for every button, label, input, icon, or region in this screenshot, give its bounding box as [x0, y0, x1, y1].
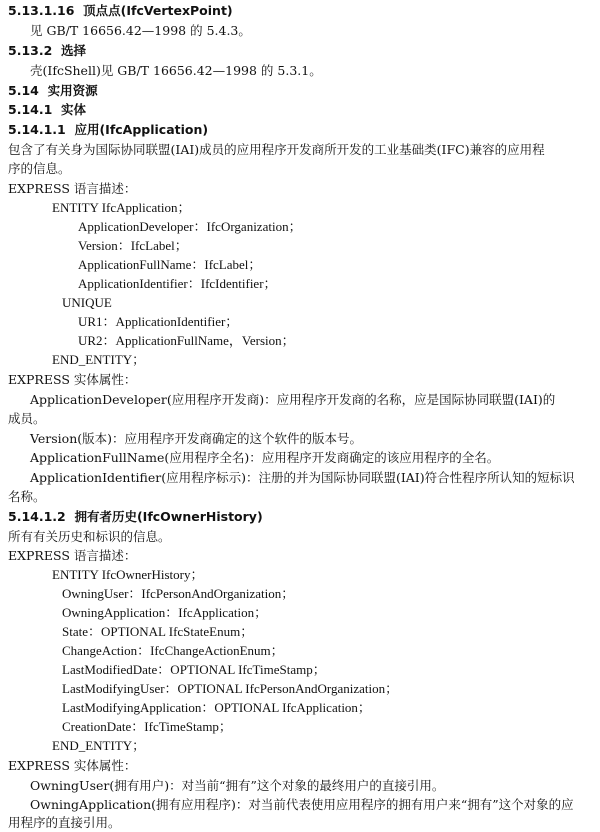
section-5-13-1-16-reference: 见 GB/T 16656.42—1998 的 5.4.3。	[30, 23, 251, 38]
section-5-14-1-1-heading	[8, 121, 208, 139]
code-line: END_ENTITY；	[52, 738, 146, 753]
section-5-14-1-heading	[8, 101, 86, 119]
code-line: State：OPTIONAL IfcStateEnum；	[62, 624, 254, 639]
code-line: ENTITY IfcOwnerHistory；	[52, 567, 204, 582]
section-number: 5.14	[8, 83, 39, 98]
code-line: OwningUser：IfcPersonAndOrganization；	[62, 586, 295, 601]
section-title: 实用资源	[47, 83, 98, 98]
attribute-line: 名称。	[8, 489, 46, 504]
code-line: UR2：ApplicationFullName，Version；	[78, 333, 295, 348]
attribute-line: OwningUser(拥有用户)：对当前“拥有”这个对象的最终用户的直接引用。	[30, 778, 445, 793]
express-description-label: EXPRESS 语言描述：	[8, 181, 137, 196]
section-5-13-2-reference: 壳(IfcShell)见 GB/T 16656.42—1998 的 5.3.1。	[30, 63, 322, 78]
section-number: 5.14.1.1	[8, 122, 66, 137]
code-line: ApplicationIdentifier：IfcIdentifier；	[78, 276, 277, 291]
section-number: 5.13.2	[8, 43, 53, 58]
express-attributes-label: EXPRESS 实体属性：	[8, 372, 137, 387]
code-line: CreationDate：IfcTimeStamp；	[62, 719, 232, 734]
section-title: 应用(IfcApplication)	[74, 122, 209, 137]
section-5-14-1-2-heading	[8, 508, 263, 526]
code-line: LastModifyingApplication：OPTIONAL IfcApplication；	[62, 700, 371, 715]
section-title: 顶点点(IfcVertexPoint)	[83, 3, 233, 18]
attribute-line: 成员。	[8, 411, 46, 426]
code-line: OwningApplication：IfcApplication；	[62, 605, 268, 620]
code-line: ApplicationFullName：IfcLabel；	[78, 257, 262, 272]
code-line: END_ENTITY；	[52, 352, 146, 367]
code-line: ChangeAction：IfcChangeActionEnum；	[62, 643, 284, 658]
ifcapplication-description-line: 序的信息。	[8, 161, 71, 176]
code-line: LastModifyingUser：OPTIONAL IfcPersonAndOrganization；	[62, 681, 399, 696]
section-title: 实体	[61, 102, 87, 117]
section-5-13-1-16-heading	[8, 2, 233, 20]
code-line: LastModifiedDate：OPTIONAL IfcTimeStamp；	[62, 662, 326, 677]
attribute-line: ApplicationDeveloper(应用程序开发商)：应用程序开发商的名称，应是国际协同联盟(IAI)的	[30, 392, 556, 407]
code-line: ApplicationDeveloper：IfcOrganization；	[78, 219, 302, 234]
express-description-label: EXPRESS 语言描述：	[8, 548, 137, 563]
attribute-line: ApplicationIdentifier(应用程序标示)：注册的并为国际协同联盟(IAI)符合性程序所认知的短标识	[30, 470, 575, 485]
section-number: 5.14.1.2	[8, 509, 66, 524]
section-title: 拥有者历史(IfcOwnerHistory)	[74, 509, 263, 524]
section-title: 选择	[61, 43, 87, 58]
section-5-14-heading	[8, 82, 98, 100]
express-attributes-label: EXPRESS 实体属性：	[8, 758, 137, 773]
section-number: 5.14.1	[8, 102, 53, 117]
code-line: UR1：ApplicationIdentifier；	[78, 314, 239, 329]
ifcownerhistory-description: 所有有关历史和标识的信息。	[8, 529, 171, 544]
attribute-line: OwningApplication(拥有应用程序)：对当前代表使用应用程序的拥有用户来“拥有”这个对象的应	[30, 797, 574, 812]
code-line: ENTITY IfcApplication；	[52, 200, 191, 215]
code-line: Version：IfcLabel；	[78, 238, 188, 253]
attribute-line: Version(版本)：应用程序开发商确定的这个软件的版本号。	[30, 431, 362, 446]
ifcapplication-description-line: 包含了有关身为国际协同联盟(IAI)成员的应用程序开发商所开发的工业基础类(IFC)兼容的应用程	[8, 142, 545, 157]
attribute-line: 用程序的直接引用。	[8, 815, 121, 830]
section-number: 5.13.1.16	[8, 3, 75, 18]
attribute-line: ApplicationFullName(应用程序全名)：应用程序开发商确定的该应用程序的全名。	[30, 450, 500, 465]
code-line: UNIQUE	[62, 295, 112, 310]
section-5-13-2-heading	[8, 42, 86, 60]
